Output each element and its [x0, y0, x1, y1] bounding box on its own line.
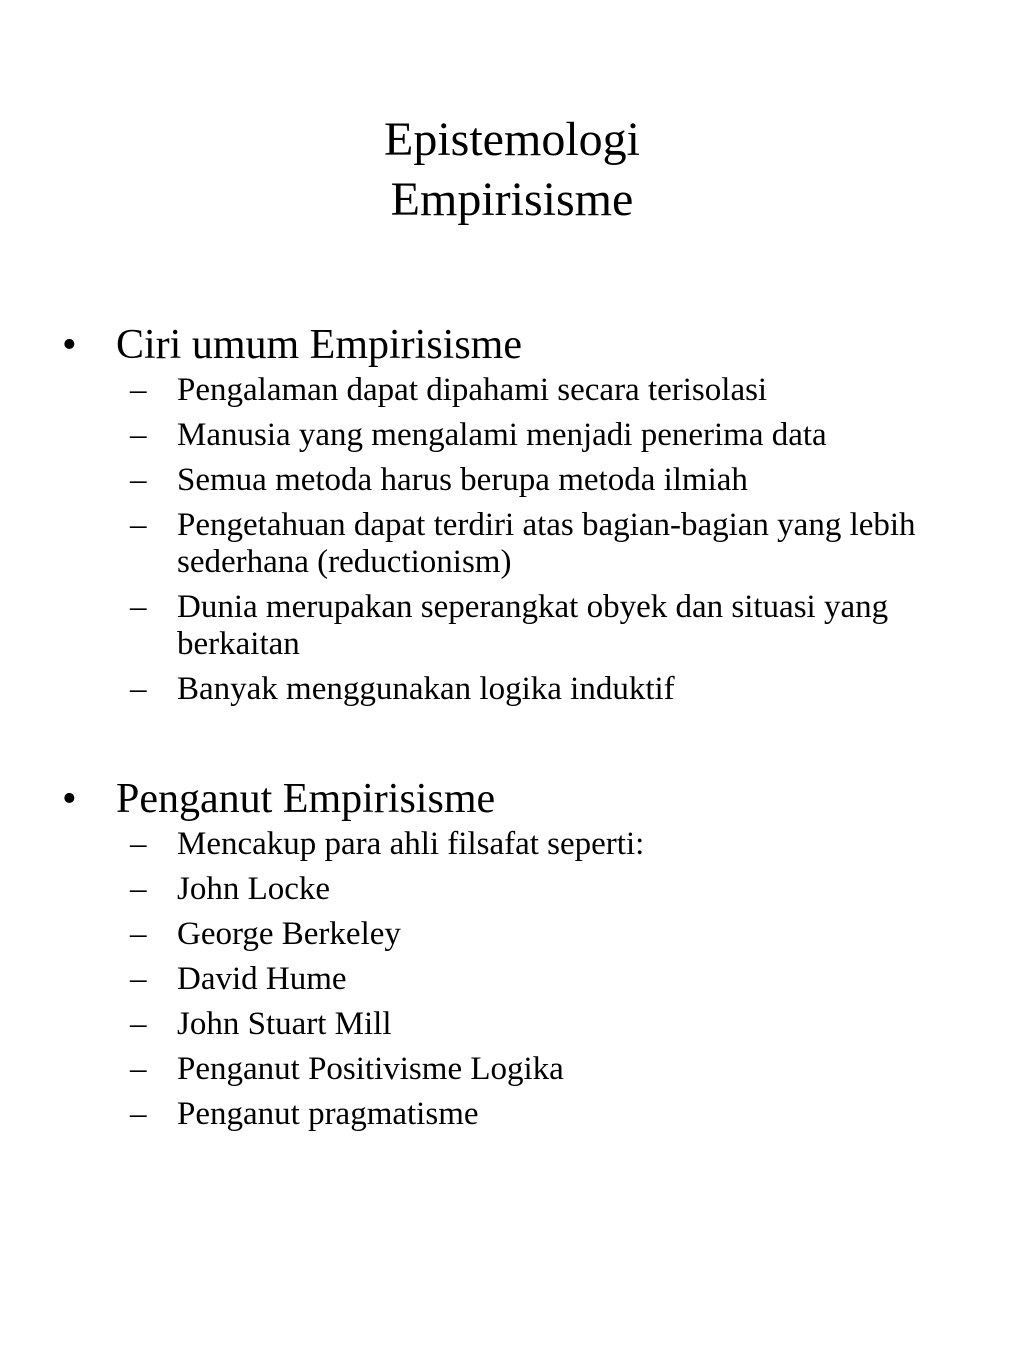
list-item-text: David Hume	[177, 961, 347, 997]
list-item-text: George Berkeley	[177, 916, 401, 952]
dash-icon: –	[130, 961, 147, 997]
section-penganut	[0, 772, 1024, 1141]
list-item	[0, 916, 1024, 953]
dash-icon: –	[130, 589, 147, 625]
dash-icon: –	[130, 1006, 147, 1042]
dash-icon: –	[130, 671, 147, 707]
list-item-text: Pengetahuan dapat terdiri atas bagian-bagian yang lebih sederhana (reductionism)	[177, 507, 916, 580]
title-line-2: Empirisisme	[390, 173, 634, 226]
list-item	[0, 826, 1024, 863]
dash-icon: –	[130, 417, 147, 453]
list-item	[0, 417, 1024, 454]
list-item	[0, 507, 1024, 581]
list-item-text: Penganut pragmatisme	[177, 1096, 479, 1132]
dash-icon: –	[130, 826, 147, 862]
list-item-text: Manusia yang mengalami menjadi penerima data	[177, 417, 827, 453]
list-item-text: Pengalaman dapat dipahami secara terisolasi	[177, 372, 768, 408]
list-item-text: Penganut Positivisme Logika	[177, 1051, 564, 1087]
list-item	[0, 1006, 1024, 1043]
bullet-icon: •	[62, 322, 77, 368]
list-item	[0, 671, 1024, 708]
list-item	[0, 961, 1024, 998]
sub-list	[0, 372, 1024, 708]
dash-icon: –	[130, 507, 147, 543]
sub-list	[0, 826, 1024, 1133]
bullet-item	[0, 772, 1024, 826]
dash-icon: –	[130, 916, 147, 952]
bullet-heading: Penganut Empirisisme	[116, 776, 496, 822]
bullet-heading: Ciri umum Empirisisme	[116, 322, 522, 368]
list-item-text: Semua metoda harus berupa metoda ilmiah	[177, 462, 748, 498]
list-item	[0, 1051, 1024, 1088]
section-ciri-umum	[0, 318, 1024, 716]
list-item	[0, 871, 1024, 908]
slide-title	[0, 110, 1024, 230]
list-item	[0, 589, 1024, 663]
list-item-text: Banyak menggunakan logika induktif	[177, 671, 675, 707]
dash-icon: –	[130, 1051, 147, 1087]
list-item-text: Mencakup para ahli filsafat seperti:	[177, 826, 645, 862]
title-line-1: Epistemologi	[384, 113, 640, 166]
dash-icon: –	[130, 871, 147, 907]
list-item-text: John Locke	[177, 871, 331, 907]
list-item-text: Dunia merupakan seperangkat obyek dan situasi yang berkaitan	[177, 589, 889, 662]
list-item	[0, 372, 1024, 409]
list-item	[0, 462, 1024, 499]
dash-icon: –	[130, 372, 147, 408]
list-item	[0, 1096, 1024, 1133]
bullet-item	[0, 318, 1024, 372]
dash-icon: –	[130, 1096, 147, 1132]
list-item-text: John Stuart Mill	[177, 1006, 392, 1042]
dash-icon: –	[130, 462, 147, 498]
bullet-icon: •	[62, 776, 77, 822]
